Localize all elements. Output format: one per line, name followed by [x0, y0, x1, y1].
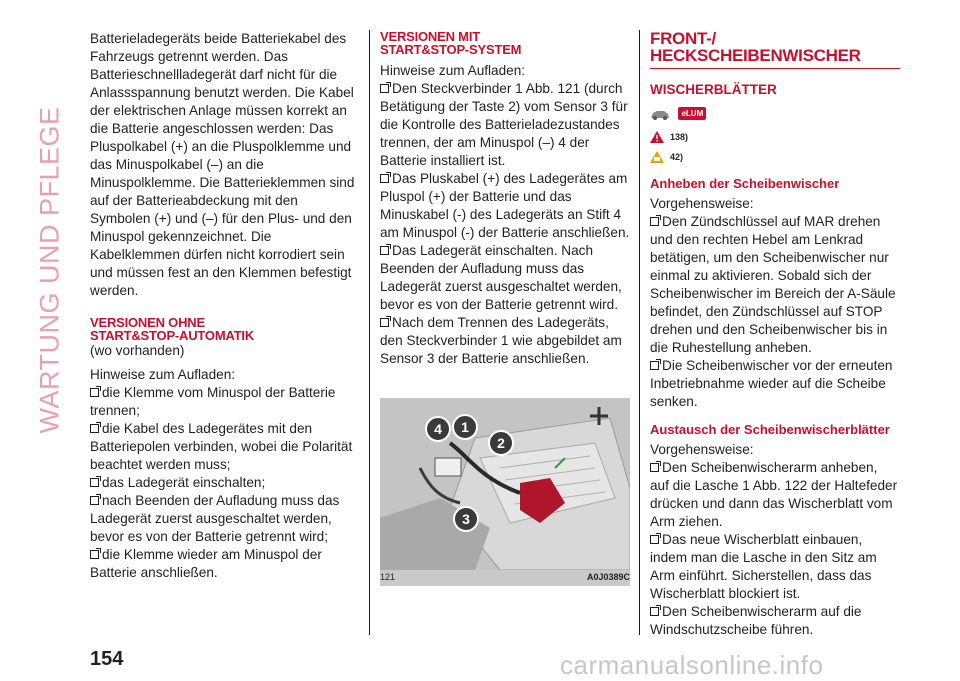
bullet-icon: [90, 478, 99, 487]
bullet-icon: [650, 535, 659, 544]
list-item: Den Scheibenwischerarm anheben, auf die Lasche 1 Abb. 122 der Haltefeder drücken und dann das Wischerblatt vom Arm ziehen.: [650, 460, 898, 529]
column-2: [380, 30, 630, 368]
figure-code: A0J0389C: [586, 572, 630, 582]
list-item: die Klemme wieder am Minuspol der Batterie anschließen.: [90, 547, 322, 580]
list-item: Die Scheibenwischer vor der erneuten Inbetriebnahme wieder auf die Scheibe senken.: [650, 358, 893, 409]
list-item: nach Beenden der Aufladung muss das Ladegerät zuerst ausgeschaltet werden, bevor es von der Batterie getrennt wird;: [90, 493, 340, 544]
callout-4: 4: [425, 416, 451, 442]
battery-figure: [380, 398, 630, 586]
list-item: Nach dem Trennen des Ladegeräts, den Steckverbinder 1 wie abgebildet am Sensor 3 der Batterie anschließen.: [380, 315, 622, 366]
figure-number: 121: [380, 572, 396, 582]
section-title-anheben: Anheben der Scheibenwischer: [650, 176, 840, 191]
column-divider: [369, 30, 370, 635]
callout-3: 3: [453, 506, 479, 532]
callout-1: 1: [452, 414, 478, 440]
warning-triangle-icon: [650, 131, 664, 143]
bullet-icon: [90, 496, 99, 505]
bullet-icon: [380, 84, 389, 93]
list-item: Den Zündschlüssel auf MAR drehen und den rechten Hebel am Lenkrad betätigen, um den Scheibenwischer nur einmal zu aktivieren. Sobald sich der Scheibenwischer im Bereich der A-Säule befindet, den Zündschlüssel auf STOP drehen und den Scheibenwischer bis in die Ruhestellung anheben.: [650, 214, 896, 355]
bullet-icon: [380, 174, 389, 183]
bullet-icon: [90, 424, 99, 433]
list-item: Das Ladegerät einschalten. Nach Beenden der Aufladung muss das Ladegerät zuerst ausgeschaltet werden, bevor es von der Batterie getrennt wird.: [380, 243, 622, 312]
availability-note: (wo vorhanden): [90, 343, 185, 358]
bullet-icon: [380, 246, 389, 255]
lead-text: Hinweise zum Aufladen:: [380, 63, 526, 78]
list-item: Das neue Wischerblatt einbauen, indem man die Lasche in den Sitz am Arm einführt. Sicherstellen, dass das Wischerblatt blockiert ist.: [650, 532, 877, 601]
subheading-wischerblaetter: WISCHERBLÄTTER: [650, 82, 777, 97]
lead-text: Vorgehensweise:: [650, 196, 754, 211]
callout-2: 2: [488, 430, 514, 456]
lead-text: Hinweise zum Aufladen:: [90, 367, 236, 382]
elum-badge: eLUM: [678, 107, 706, 120]
bullet-icon: [650, 463, 659, 472]
chapter-heading: FRONT-/ HECKSCHEIBENWISCHER: [650, 30, 900, 69]
list-item: Den Steckverbinder 1 Abb. 121 (durch Betätigung der Taste 2) vom Sensor 3 für die Kontrolle des Batterieladezustandes trennen, der am Minuspol (–) 4 der Batterie installiert ist.: [380, 81, 628, 168]
watermark: carmanualsonline.info: [560, 650, 824, 680]
bullet-icon: [90, 388, 99, 397]
battery-illustration: [380, 398, 630, 570]
column-divider: [639, 30, 640, 635]
icon-row: [650, 105, 900, 123]
list-item: Den Scheibenwischerarm auf die Windschutzscheibe führen.: [650, 604, 862, 637]
bullet-icon: [380, 318, 389, 327]
column-3: [650, 30, 900, 639]
bullet-icon: [650, 607, 659, 616]
caution-reference: 42): [650, 151, 900, 163]
warning-reference: 138): [650, 131, 900, 143]
bullet-icon: [650, 217, 659, 226]
list-item: die Kabel des Ladegerätes mit den Batteriepolen verbinden, wobei die Polarität beachtet werden muss;: [90, 421, 353, 472]
lead-text: Vorgehensweise:: [650, 442, 754, 457]
list-item: die Klemme vom Minuspol der Batterie trennen;: [90, 385, 336, 418]
section-heading-ohne: VERSIONEN OHNE START&STOP-AUTOMATIK: [90, 315, 255, 343]
column-1: [90, 30, 355, 582]
intro-paragraph: Batterieladegeräts beide Batteriekabel des Fahrzeugs getrennt werden. Das Batterieschnellladegerät darf nicht für die Anlassspannung benutzt werden. Die Kabel der elektrischen Anlage müssen korrekt an die Batterie angeschlossen werden: Das Pluspolkabel (+) an die Pluspolklemme und das Minuspolkabel (–) an die Minuspolklemme. Die Batterieklemmen sind auf der Batterieabdeckung mit den Symbolen (+) und (–) für den Plus- und den Minuspol gekennzeichnet. Die Kabelklemmen dürfen nicht korrodiert sein und müssen fest an den Klemmen befestigt werden.: [90, 31, 355, 298]
page-number: 154: [90, 648, 124, 670]
section-title-austausch: Austausch der Scheibenwischerblätter: [650, 422, 890, 437]
list-item: Das Pluskabel (+) des Ladegerätes am Pluspol (+) der Batterie und das Minuskabel (-) des Ladegeräts an Stift 4 am Minuspol (-) der Batterie anschließen.: [380, 171, 630, 240]
caution-hand-icon: [650, 151, 664, 163]
bullet-icon: [90, 550, 99, 559]
car-icon: [650, 108, 670, 120]
list-item: das Ladegerät einschalten;: [90, 474, 355, 492]
bullet-icon: [650, 361, 659, 370]
section-heading-mit: VERSIONEN MIT START&STOP-SYSTEM: [380, 29, 522, 57]
